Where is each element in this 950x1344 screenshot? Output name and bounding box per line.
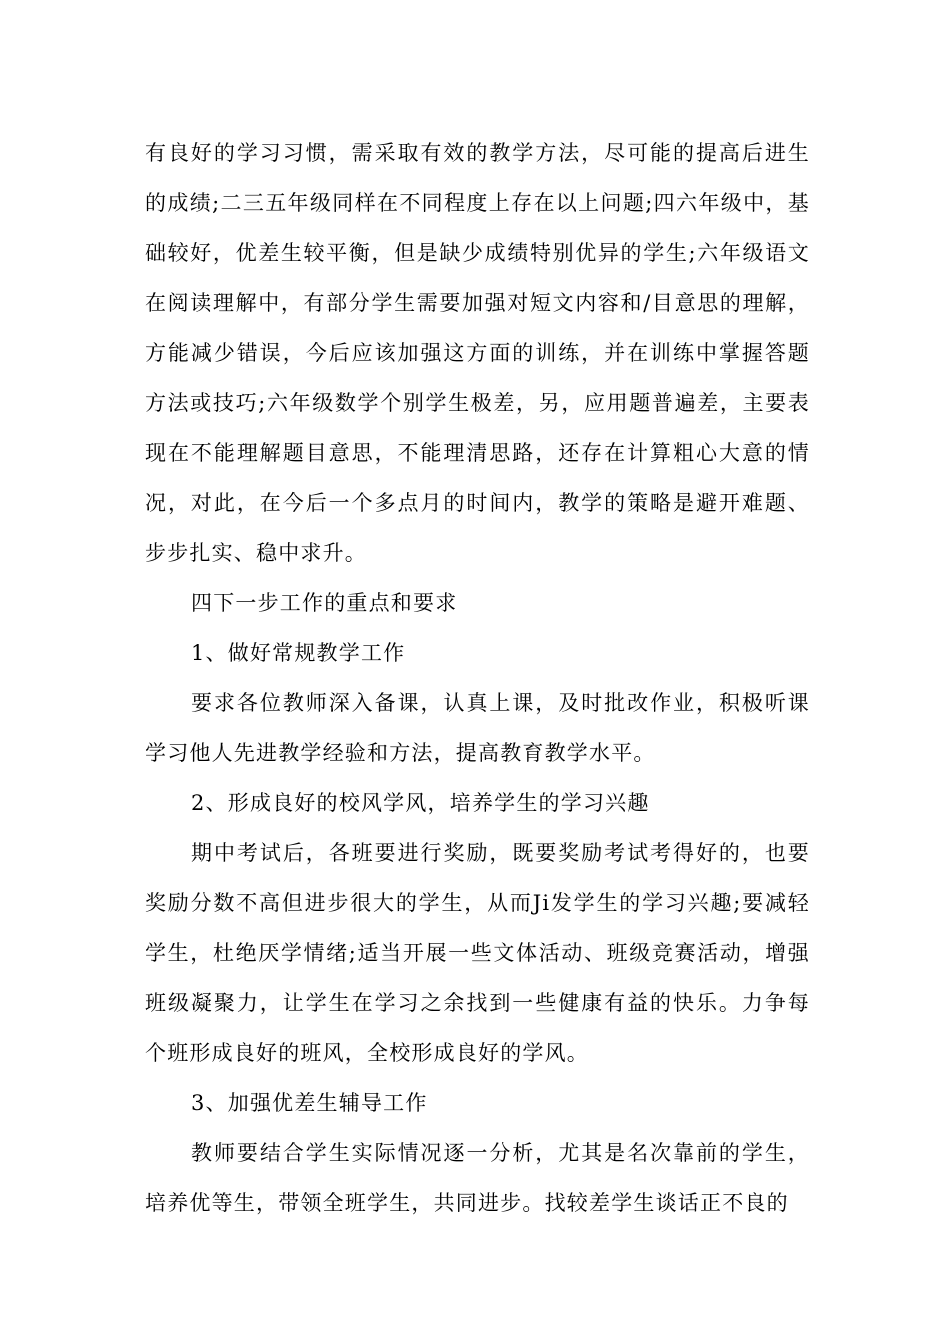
paragraph-tutoring: 教师要结合学生实际情况逐一分析，尤其是名次靠前的学生，培养优等生，带领全班学生，共同进步。找较差学生谈话正不良的 (145, 1141, 810, 1215)
subheading-school-spirit: 2、形成良好的校风学风，培养学生的学习兴趣 (191, 791, 650, 815)
document-body (145, 128, 810, 1228)
paragraph-routine-teaching: 要求各位教师深入备课，认真上课，及时批改作业，积极听课学习他人先进教学经验和方法，提高教育教学水平。 (145, 691, 810, 765)
section-heading-next-steps: 四下一步工作的重点和要求 (191, 591, 458, 615)
subheading-routine-teaching: 1、做好常规教学工作 (191, 641, 406, 665)
paragraph-school-spirit: 期中考试后，各班要进行奖励，既要奖励考试考得好的，也要奖励分数不高但进步很大的学生，从而Ji发学生的学习兴趣;要减轻学生，杜绝厌学情绪;适当开展一些文体活动、班级竞赛活动，增强班级凝聚力，让学生在学习之余找到一些健康有益的快乐。力争每个班形成良好的班风，全校形成良好的学风。 (145, 841, 810, 1065)
subheading-tutoring: 3、加强优差生辅导工作 (191, 1091, 428, 1115)
paragraph-continuation: 有良好的学习习惯，需采取有效的教学方法，尽可能的提高后进生的成绩;二三五年级同样在不同程度上存在以上问题;四六年级中，基础较好，优差生较平衡，但是缺少成绩特别优异的学生;六年级语文在阅读理解中，有部分学生需要加强对短文内容和/目意思的理解，方能减少错误，今后应该加强这方面的训练，并在训练中掌握答题方法或技巧;六年级数学个别学生极差，另，应用题普遍差，主要表现在不能理解题目意思，不能理清思路，还存在计算粗心大意的情况，对此，在今后一个多点月的时间内，教学的策略是避开难题、步步扎实、稳中求升。 (145, 141, 810, 565)
